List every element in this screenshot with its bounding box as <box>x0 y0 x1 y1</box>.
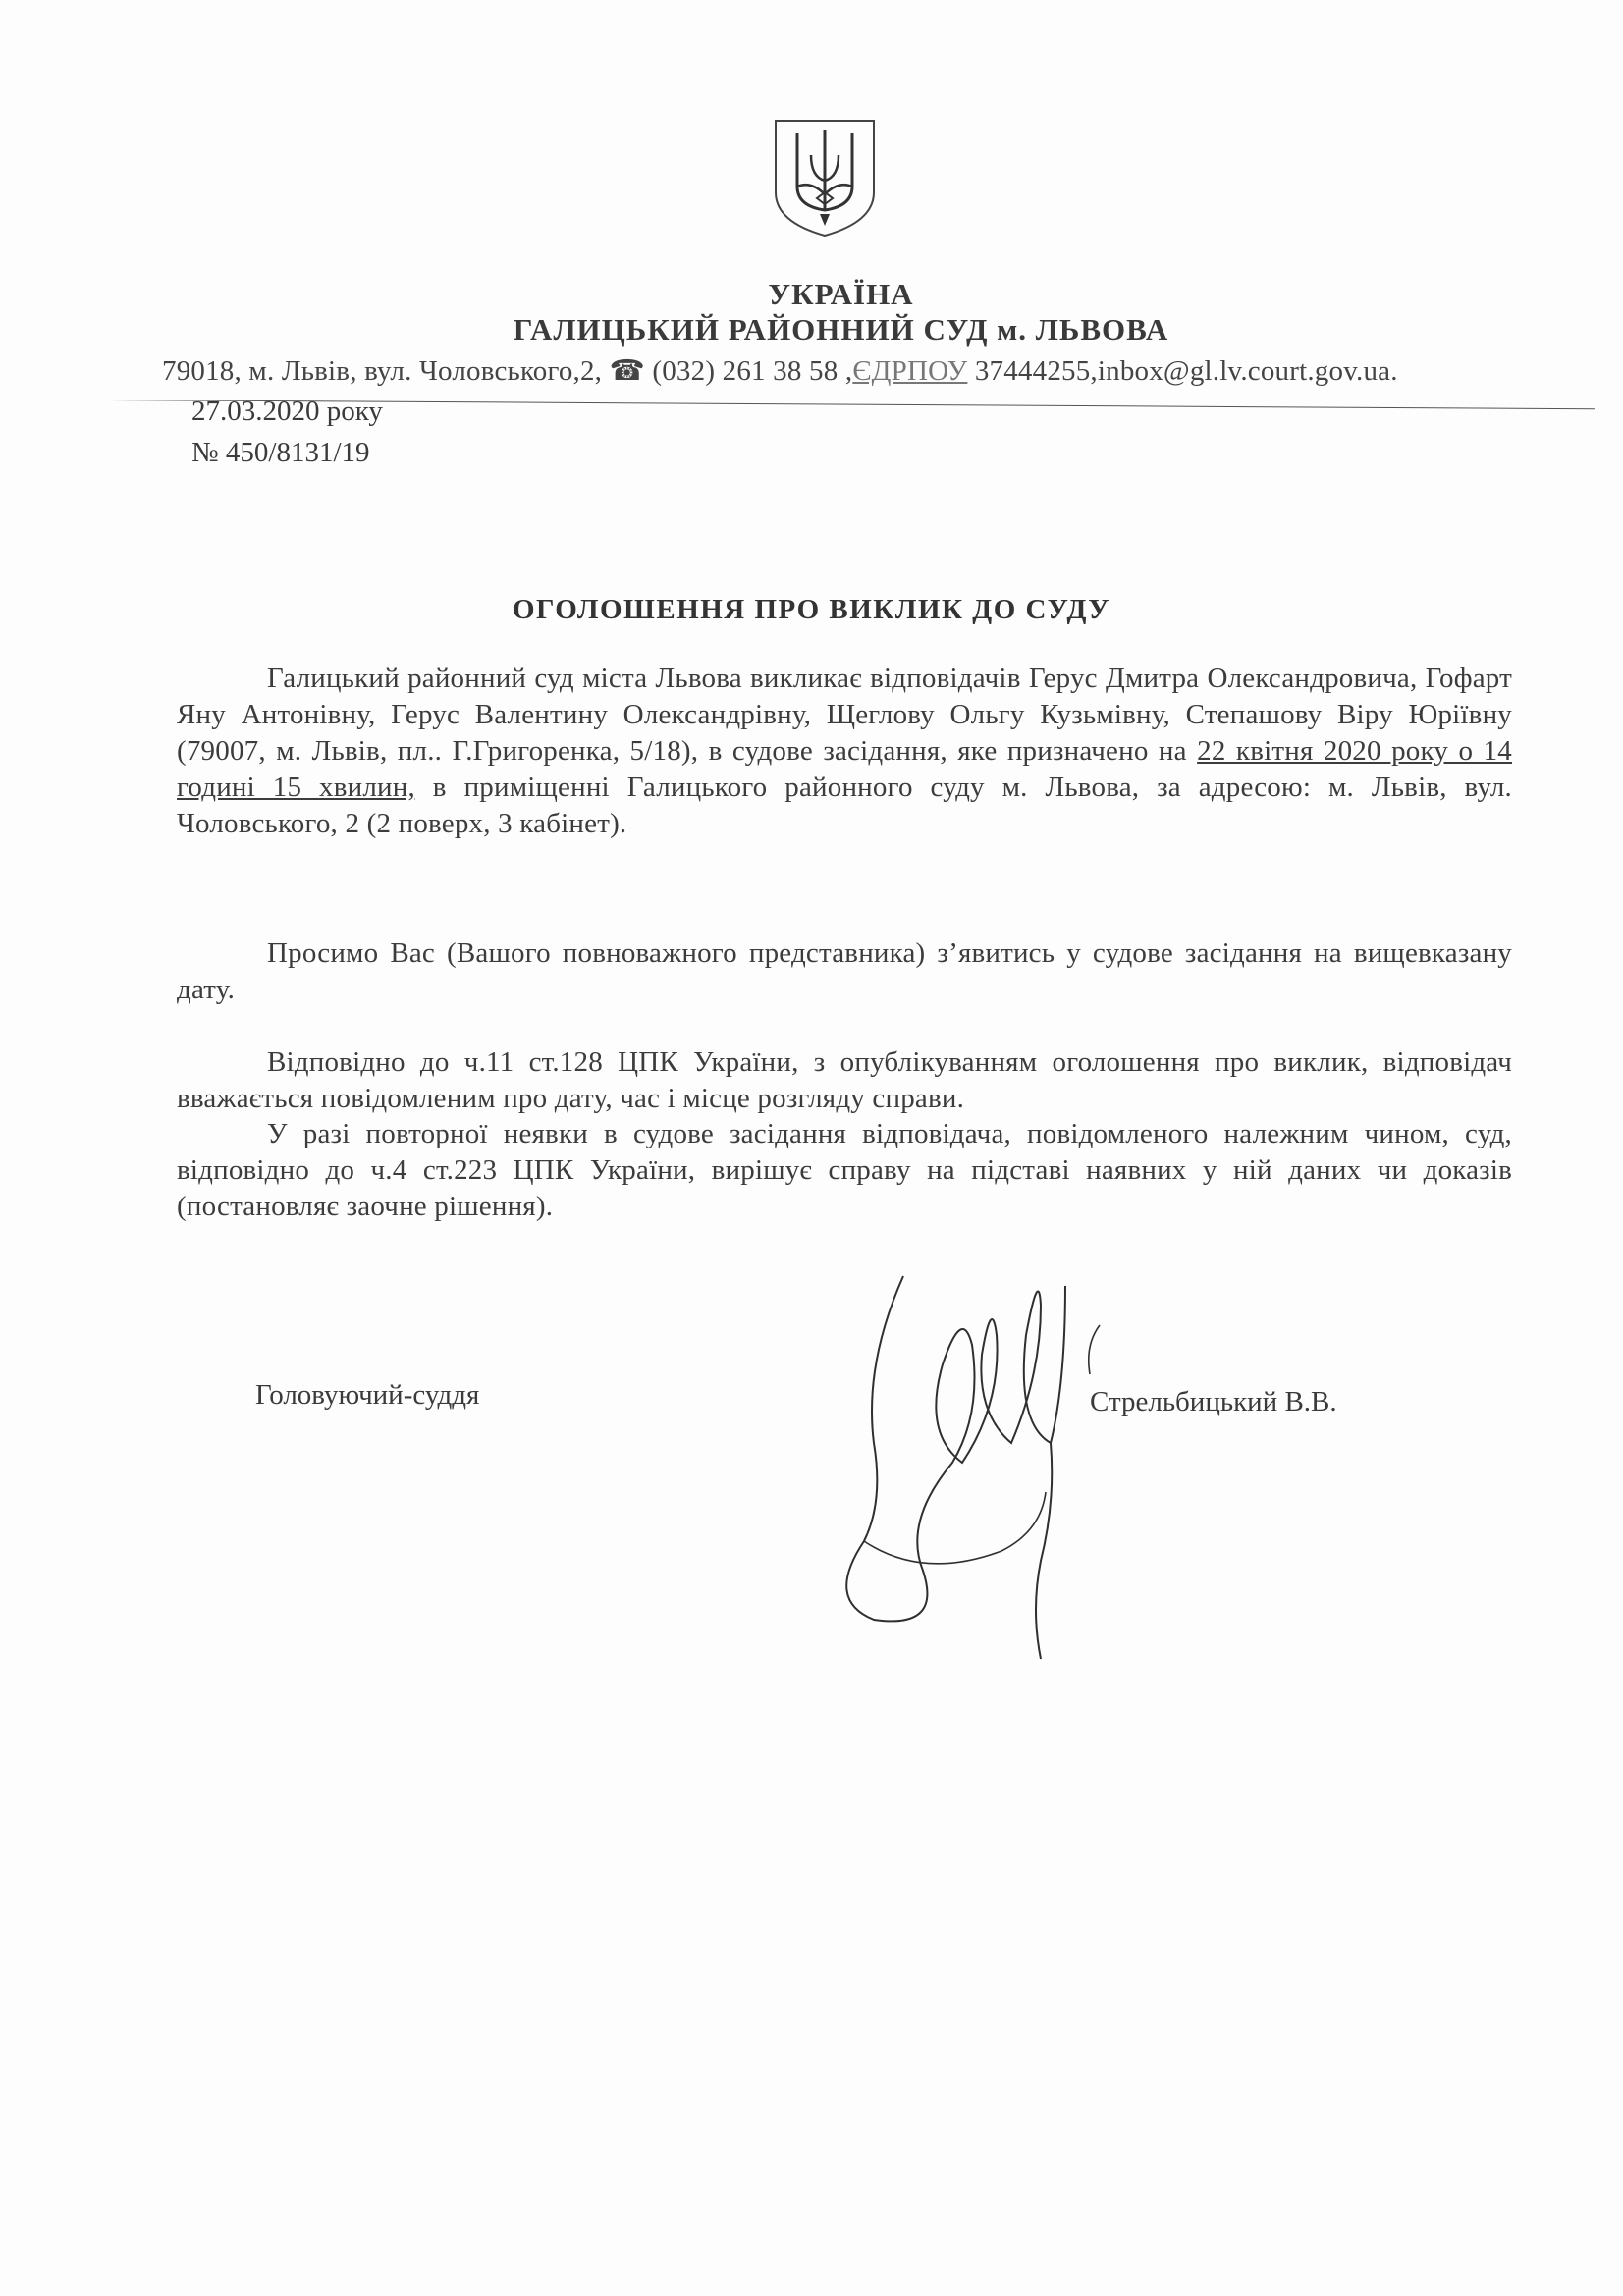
trident-coat-of-arms-icon <box>766 116 884 239</box>
court-heading: ГАЛИЦЬКИЙ РАЙОННИЙ СУД м. ЛЬВОВА <box>513 312 1169 347</box>
document-title: ОГОЛОШЕННЯ ПРО ВИКЛИК ДО СУДУ <box>512 594 1111 625</box>
signatory-role: Головуючий-суддя <box>255 1379 480 1411</box>
handwritten-signature <box>805 1247 1129 1679</box>
case-number: № 450/8131/19 <box>191 437 370 468</box>
court-address <box>162 353 1576 388</box>
summons-text-end: в приміщенні Галицького районного суду м. Львова, за адресою: м. Львів, вул. Чоловського, 2 (2 поверх, 3 кабінет). <box>177 772 1512 839</box>
hearing-datetime: 22 квітня 2020 року о 14 годині 15 хвилин, <box>177 735 1512 803</box>
signatory-name: Стрельбицький В.В. <box>1090 1386 1337 1417</box>
paragraph-summons <box>177 661 1512 842</box>
edrpou-label: ЄДРПОУ <box>852 355 968 387</box>
summons-text-start: Галицький районний суд міста Львова викликає відповідачів Герус Дмитра Олександровича, Гофарт Яну Антонівну, Герус Валентину Олександрівну, Щеглову Ольгу Кузьмівну, Степашову Віру Юріївну (79007, м. Львів, пл.. Г.Григоренка, 5/18), в судове засідання, яке призначено на <box>177 663 1512 767</box>
paragraph-request <box>177 935 1512 1008</box>
country-heading: УКРАЇНА <box>768 277 914 311</box>
default-judgment-text: У разі повторної неявки в судове засідання відповідача, повідомленого належним чином, суд, відповідно до ч.4 ст.223 ЦПК України, вирішує справу на підставі наявних у ній даних чи доказів (постановляє заочне рішення). <box>177 1118 1512 1222</box>
law-notice-text: Відповідно до ч.11 ст.128 ЦПК України, з опублікуванням оголошення про виклик, відповідач вважається повідомленим про дату, час і місце розгляду справи. <box>177 1046 1512 1114</box>
address-suffix: 37444255,inbox@gl.lv.court.gov.ua. <box>967 355 1398 387</box>
paragraph-default-judgment <box>177 1116 1512 1225</box>
request-text: Просимо Вас (Вашого повноважного представника) з’явитись у судове засідання на вищевказану дату. <box>177 937 1512 1005</box>
document-date: 27.03.2020 року <box>191 396 383 427</box>
address-prefix: 79018, м. Львів, вул. Чоловського,2, ☎ (032) 261 38 58 , <box>162 355 853 387</box>
paragraph-law-notice <box>177 1044 1512 1117</box>
